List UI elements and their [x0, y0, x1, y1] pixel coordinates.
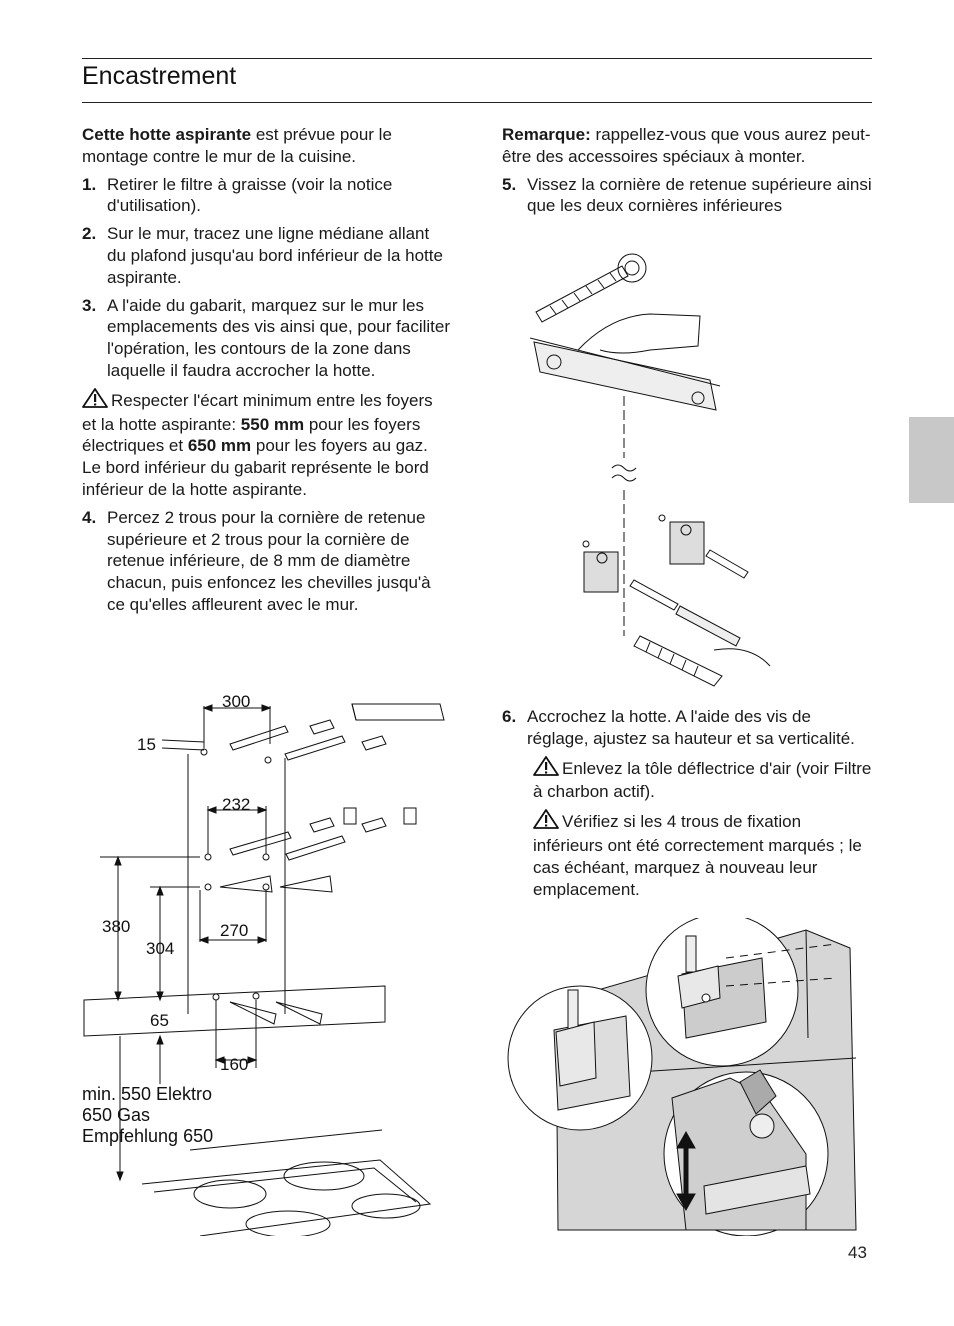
step-1 — [82, 174, 450, 218]
drilling-dimensions-figure — [80, 684, 460, 1236]
step-text: Sur le mur, tracez une ligne médiane allant du plafond jusqu'au bord inférieur de la hotte aspirante. — [107, 224, 443, 287]
remark-text: rappellez-vous que vous aurez peut-être des accessoires spéciaux à monter. — [502, 125, 871, 166]
step-number: 3. — [82, 295, 97, 315]
step-number: 1. — [82, 174, 97, 194]
intro-text: est prévue pour le montage contre le mur de la cuisine. — [82, 125, 392, 166]
dim-304-label: 304 — [146, 939, 175, 958]
step-6-block — [502, 706, 872, 906]
warning-value-electric: 550 mm — [240, 414, 305, 434]
caption-line: Empfehlung 650 — [82, 1126, 214, 1146]
step-text: Vissez la cornière de retenue supérieure ainsi que les deux cornières inférieures — [527, 174, 872, 216]
intro-bold: Cette hotte aspirante — [82, 125, 252, 144]
dim-65-label: 65 — [150, 1011, 169, 1030]
step-number: 4. — [82, 507, 97, 527]
step-number: 5. — [502, 174, 517, 194]
warning-text: Vérifiez si les 4 trous de fixation inférieurs ont été correctement marqués ; le cas échéant, marquez à nouveau leur emplacement. — [533, 812, 862, 899]
warning-holes — [502, 809, 872, 900]
intro-paragraph — [82, 124, 450, 168]
section-tab — [909, 417, 954, 503]
warning-text: pour les foyers au gaz. Le bord inférieur du gabarit représente le bord inférieur de la hotte aspirante. — [82, 436, 429, 499]
page-number: 43 — [848, 1243, 867, 1262]
warning-text: Enlevez la tôle déflectrice d'air (voir Filtre à charbon actif). — [533, 758, 872, 802]
warning-text: Respecter l'écart minimum entre les foyers et la hotte aspirante: — [82, 390, 433, 434]
caption-line: min. 550 Elektro — [82, 1084, 213, 1104]
bracket-mounting-figure — [530, 246, 780, 698]
step-5 — [502, 174, 872, 218]
dim-15-label: 15 — [137, 735, 156, 754]
step-3 — [82, 295, 450, 382]
caption-line: 650 Gas — [82, 1105, 151, 1125]
title-rule — [82, 102, 872, 103]
dim-300-label: 300 — [222, 692, 251, 711]
dim-380-label: 380 — [102, 917, 131, 936]
step-text: Percez 2 trous pour la cornière de retenue supérieure et 2 trous pour la cornière de retenue inférieure, de 8 mm de diamètre chacun, puis enfoncez les chevilles jusqu'à ce qu'elles affleurent avec le mur. — [107, 507, 431, 614]
step-2 — [82, 223, 450, 288]
left-column — [82, 124, 450, 622]
figure-caption — [82, 1084, 213, 1147]
dim-160-label: 160 — [220, 1055, 249, 1074]
step-text: A l'aide du gabarit, marquez sur le mur les emplacements des vis ainsi que, pour faciliter l'opération, les contours de la zone dans laquelle il faudra accrocher la hotte. — [107, 295, 450, 380]
dim-232-label: 232 — [222, 795, 251, 814]
step-4 — [82, 507, 450, 616]
step-number: 2. — [82, 224, 97, 244]
dim-270-label: 270 — [220, 921, 249, 940]
warning-triangle-icon — [82, 388, 108, 414]
step-text: Accrochez la hotte. A l'aide des vis de réglage, ajustez sa hauteur et sa verticalité. — [527, 707, 855, 748]
top-rule — [82, 58, 872, 59]
remark-bold: Remarque: — [502, 125, 591, 144]
step-text: Retirer le filtre à graisse (voir la notice d'utilisation). — [107, 174, 393, 216]
remark-paragraph — [502, 124, 872, 168]
step-number: 6. — [502, 707, 517, 726]
step-6 — [502, 706, 872, 750]
warning-value-gas: 650 mm — [187, 436, 252, 456]
warning-paragraph — [82, 388, 450, 501]
warning-text: pour les foyers électriques et — [82, 414, 421, 456]
page-title: Encastrement — [82, 62, 237, 90]
warning-deflector — [502, 756, 872, 804]
warning-triangle-icon — [533, 809, 559, 835]
warning-triangle-icon — [533, 756, 559, 782]
hood-hanging-figure — [506, 918, 858, 1236]
right-column — [502, 124, 872, 223]
